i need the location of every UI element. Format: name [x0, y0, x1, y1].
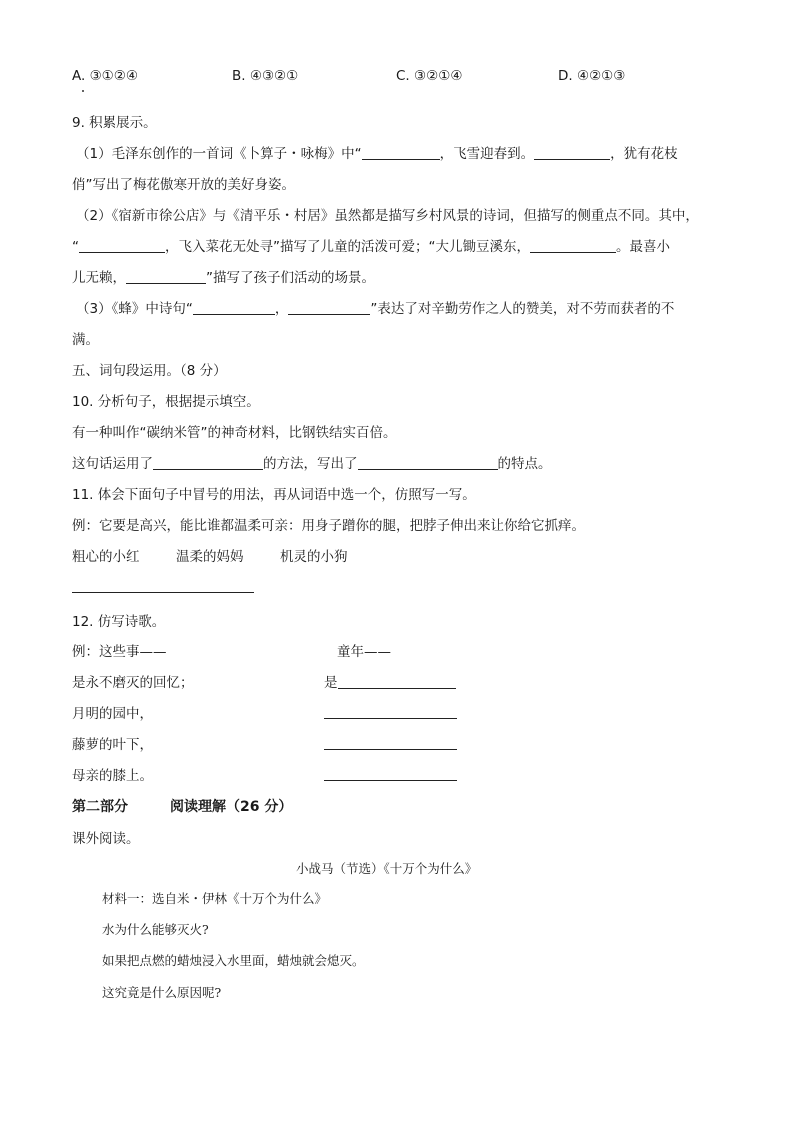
poem-line: 是永不磨灭的回忆； — [72, 675, 194, 691]
stray-dot — [82, 90, 84, 92]
poem-head: 童年—— — [337, 644, 391, 660]
passage-line: 水为什么能够灭火? — [102, 922, 209, 937]
blank[interactable] — [358, 455, 498, 470]
part-title: 第二部分 — [72, 799, 128, 815]
blank[interactable] — [79, 238, 165, 253]
q11-example: 例：它要是高兴，能比谁都温柔可亲：用身子蹭你的腿，把脖子伸出来让你给它抓痒。 — [72, 518, 585, 534]
poem-line: 藤萝的叶下， — [72, 737, 153, 753]
q10-title: 10. 分析句子，根据提示填空。 — [72, 394, 260, 410]
q12-title: 12. 仿写诗歌。 — [72, 614, 166, 630]
option-b: B. ④③②① — [232, 68, 299, 84]
option-c: C. ③②①④ — [396, 68, 463, 84]
word-choice: 粗心的小红 — [72, 549, 140, 565]
section-heading: 五、词句段运用。（8 分） — [72, 363, 227, 379]
reading-label: 课外阅读。 — [72, 831, 140, 847]
poem-line: 月明的园中， — [72, 706, 153, 722]
poem-line: 母亲的膝上。 — [72, 768, 153, 784]
answer-line[interactable] — [324, 780, 457, 781]
q10-sentence: 有一种叫作“碳纳米管”的神奇材料，比钢铁结实百倍。 — [72, 425, 397, 441]
poem-line: 例：这些事—— — [72, 644, 167, 660]
blank[interactable] — [193, 300, 275, 315]
passage-line: 这究竟是什么原因呢? — [102, 985, 222, 1000]
blank[interactable] — [362, 145, 440, 160]
q9-s1-line1: （1）毛泽东创作的一首词《卜算子・咏梅》中“ ，飞雪迎春到。 ，犹有花枝 — [76, 146, 678, 162]
poem-answer-1: 是 — [324, 671, 456, 691]
q10-fill: 这句话运用了 的方法，写出了 的特点。 — [72, 456, 552, 472]
answer-line[interactable] — [324, 749, 457, 750]
blank[interactable] — [288, 300, 370, 315]
blank[interactable] — [338, 674, 456, 689]
answer-line[interactable] — [324, 718, 457, 719]
answer-line[interactable] — [72, 592, 254, 593]
blank[interactable] — [534, 145, 610, 160]
blank[interactable] — [530, 238, 616, 253]
q9-s2-line3: 儿无赖， ”描写了孩子们活动的场景。 — [72, 270, 375, 286]
q9-s2-line2: “ ，飞入菜花无处寻”描写了儿童的活泼可爱；“大儿锄豆溪东， 。最喜小 — [72, 239, 670, 255]
passage-line: 材料一：选自米・伊林《十万个为什么》 — [102, 891, 328, 906]
blank[interactable] — [153, 455, 263, 470]
word-choice: 机灵的小狗 — [280, 549, 348, 565]
q11-title: 11. 体会下面句子中冒号的用法，再从词语中选一个，仿照写一写。 — [72, 487, 476, 503]
word-choice: 温柔的妈妈 — [176, 549, 244, 565]
q9-s1-line2: 俏”写出了梅花傲寒开放的美好身姿。 — [72, 177, 295, 193]
q9-s2-line1: （2）《宿新市徐公店》与《清平乐・村居》虽然都是描写乡村风景的诗词，但描写的侧重点不同。其中， — [76, 208, 699, 224]
q9-title: 9. 积累展示。 — [72, 115, 157, 131]
option-d: D. ④②①③ — [558, 68, 626, 84]
q9-s3-line1: （3）《蜂》中诗句“ ， ”表达了对辛勤劳作之人的赞美，对不劳而获者的不 — [76, 301, 675, 317]
passage-line: 如果把点燃的蜡烛浸入水里面，蜡烛就会熄灭。 — [102, 953, 365, 968]
q9-s3-line2: 满。 — [72, 332, 99, 348]
part-subtitle: 阅读理解（26 分） — [170, 799, 293, 815]
option-a: A. ③①②④ — [72, 68, 138, 84]
blank[interactable] — [126, 269, 206, 284]
passage-title: 小战马（节选）《十万个为什么》 — [296, 861, 478, 876]
